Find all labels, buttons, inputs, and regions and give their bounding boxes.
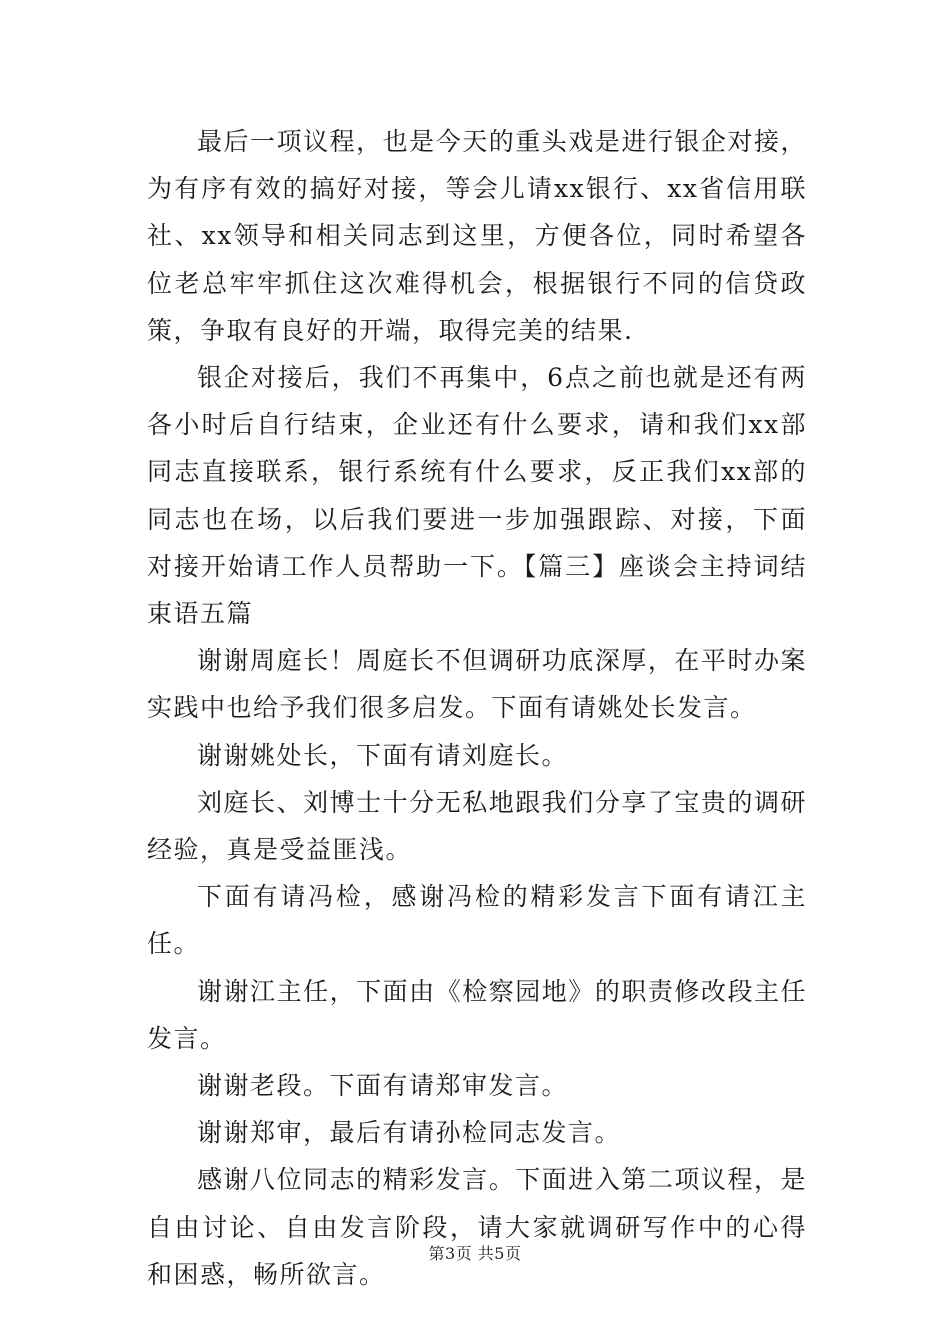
paragraph-thanks-zhou: 谢谢周庭长！周庭长不但调研功底深厚，在平时办案实践中也给予我们很多启发。下面有请姚处长发言。 bbox=[147, 646, 807, 723]
paragraph-liu-share: 刘庭长、刘博士十分无私地跟我们分享了宝贵的调研经验，真是受益匪浅。 bbox=[147, 787, 807, 865]
paragraph-thanks-yao: 谢谢姚处长，下面有请刘庭长。 bbox=[197, 740, 569, 770]
paragraph-feng: 下面有请冯检，感谢冯检的精彩发言下面有请江主任。 bbox=[147, 882, 807, 959]
paragraph-closing-agenda: 最后一项议程，也是今天的重头戏是进行银企对接，为有序有效的搞好对接，等会儿请xx银行、xx省信用联社、xx领导和相关同志到这里，方便各位，同时希望各位老总牢牢抓住这次难得机会，根据银行不同的信贷政策，争取有良好的开端，取得完美的结果. bbox=[147, 127, 807, 345]
page-number-footer: 第3页 共5页 bbox=[428, 1244, 522, 1263]
paragraph-free-discussion: 感谢八位同志的精彩发言。下面进入第二项议程，是自由讨论、自由发言阶段，请大家就调研写作中的心得和困惑，畅所欲言。 bbox=[147, 1165, 807, 1289]
paragraph-after-docking: 银企对接后，我们不再集中，6点之前也就是还有两各小时后自行结束，企业还有什么要求，请和我们xx部同志直接联系，银行系统有什么要求，反正我们xx部的同志也在场，以后我们要进一步加强跟踪、对接，下面对接开始请工作人员帮助一下。【篇三】座谈会主持词结束语五篇 bbox=[147, 363, 807, 629]
paragraph-thanks-zheng: 谢谢郑审，最后有请孙检同志发言。 bbox=[197, 1118, 622, 1148]
paragraph-thanks-duan: 谢谢老段。下面有请郑审发言。 bbox=[197, 1071, 569, 1101]
body-text bbox=[147, 118, 807, 1298]
paragraph-thanks-jiang: 谢谢江主任，下面由《检察园地》的职责修改段主任发言。 bbox=[147, 976, 807, 1053]
